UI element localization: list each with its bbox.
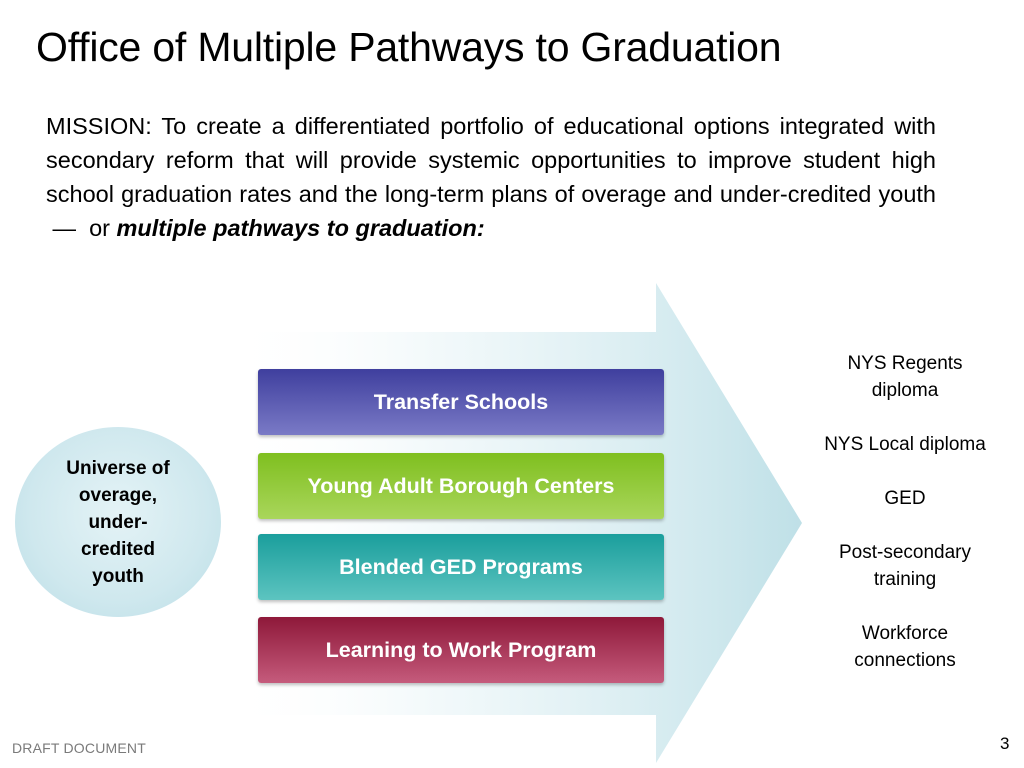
- program-blended-ged: Blended GED Programs: [258, 534, 664, 600]
- draft-label: DRAFT DOCUMENT: [12, 740, 146, 756]
- mission-text: MISSION: To create a differentiated portfolio of educational options integrated with secondary reform that will provide systemic opportunities to improve student high school graduation rates and the long-term plans of overage and under-credited youth — or: [46, 113, 936, 241]
- program-transfer-schools: Transfer Schools: [258, 369, 664, 435]
- source-label: Universe of overage, under-credited youth: [66, 457, 170, 587]
- outcome-local-diploma: NYS Local diploma: [824, 434, 986, 455]
- program-young-adult-borough-centers: Young Adult Borough Centers: [258, 453, 664, 519]
- outcome-ged: GED: [884, 488, 926, 509]
- outcome-post-secondary: Post-secondary training: [838, 542, 971, 590]
- outcome-workforce: Workforce connections: [854, 623, 956, 671]
- program-learning-to-work: Learning to Work Program: [258, 617, 664, 683]
- outcomes-list: [812, 350, 998, 701]
- outcome-regents-diploma: NYS Regents diploma: [847, 353, 963, 401]
- source-circle: [15, 427, 221, 617]
- arrow-shape: [225, 283, 802, 763]
- slide-title: Office of Multiple Pathways to Graduation: [36, 24, 782, 70]
- page-number: 3: [1000, 734, 1010, 753]
- mission-emphasis: multiple pathways to graduation:: [116, 215, 485, 241]
